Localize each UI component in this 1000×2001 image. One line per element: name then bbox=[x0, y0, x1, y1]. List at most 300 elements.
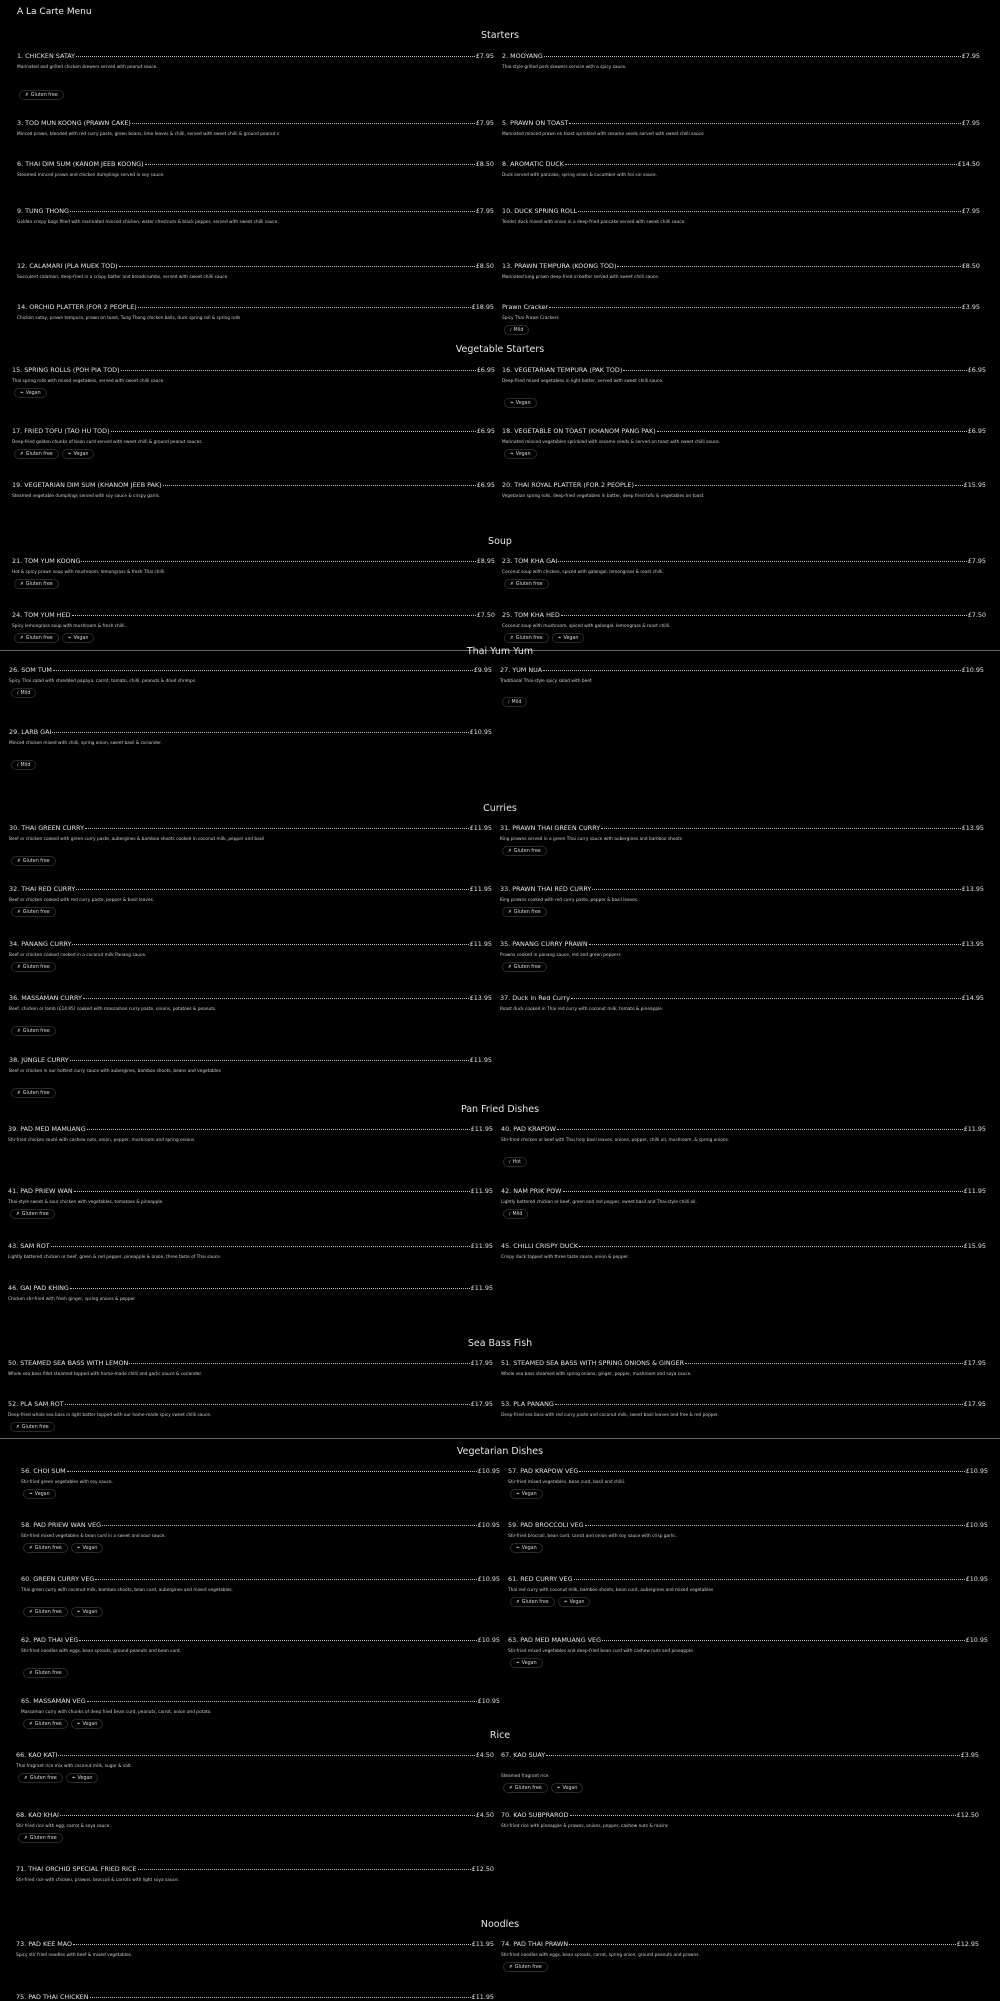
badge-label: Vegan bbox=[34, 1491, 50, 1497]
menu-item[interactable] bbox=[500, 940, 984, 972]
dot-leader bbox=[129, 1363, 469, 1364]
menu-item[interactable] bbox=[8, 1400, 493, 1432]
item-description: Beef or chicken cooked cooked in a coconut milk Panang sauce. bbox=[9, 953, 147, 958]
item-name: 31. PRAWN THAI GREEN CURRY bbox=[500, 824, 601, 832]
item-price: £10.95 bbox=[477, 1636, 500, 1644]
item-description: Lightly battered chicken or beef, green and red pepper, sweet basil and Thai-style chilli oil. bbox=[501, 1200, 697, 1205]
item-name: 19. VEGETARIAN DIM SUM (KHANOM JEEB PAK) bbox=[12, 481, 162, 489]
badge-label: Gluten free bbox=[21, 1211, 49, 1217]
dietary-badges bbox=[11, 1026, 56, 1036]
dot-leader bbox=[58, 1755, 474, 1756]
badge-label: Mild bbox=[20, 690, 31, 696]
leaf-icon: ❧ bbox=[516, 1545, 520, 1551]
item-description: Hot & spicy prawn soup with mushroom, lemongrass & fresh Thai chilli. bbox=[12, 570, 166, 575]
wheat-off-icon: ✗ bbox=[509, 1785, 513, 1791]
dot-leader bbox=[163, 485, 476, 486]
menu-item[interactable] bbox=[17, 207, 494, 225]
item-price: £11.95 bbox=[471, 1940, 494, 1948]
menu-item[interactable] bbox=[502, 557, 986, 589]
item-description: Stir-fried mixed vegetables and deep-fried bean curd with cashew nuts and pineapple. bbox=[508, 1649, 695, 1654]
item-name: 20. THAI ROYAL PLATTER (FOR 2 PEOPLE) bbox=[502, 481, 634, 489]
wheat-off-icon: ✗ bbox=[17, 858, 21, 864]
menu-item[interactable] bbox=[9, 666, 492, 698]
leaf-icon: ❧ bbox=[510, 451, 514, 457]
item-name: 25. TOM KHA HED bbox=[502, 611, 560, 619]
item-description: Whole sea bass fillet steamed topped with home-made chilli and garlic sauce & coriander. bbox=[8, 1372, 203, 1377]
item-price: £12.50 bbox=[471, 1865, 494, 1873]
menu-item[interactable] bbox=[501, 1125, 986, 1165]
leaf-icon: ❧ bbox=[29, 1491, 33, 1497]
dot-leader bbox=[73, 1944, 471, 1945]
menu-item[interactable] bbox=[500, 824, 984, 856]
item-description: Beef or chicken in our hottest curry sauce with aubergines, bamboo shoots, beans and vegetables bbox=[9, 1069, 221, 1074]
item-description: Deep-fried golden chunks of bean curd served with sweet chilli & ground peanut sauces. bbox=[12, 440, 203, 445]
item-description: Marinated and grilled chicken skewers served with peanut sauce. bbox=[17, 65, 158, 70]
item-name: 43. SAM ROT bbox=[8, 1242, 50, 1250]
item-description: Stir-fried broccoli, bean curd, carrot and onion with soy sauce with crisp garlic. bbox=[508, 1534, 678, 1539]
menu-item[interactable] bbox=[8, 1359, 493, 1377]
menu-item[interactable] bbox=[17, 119, 494, 137]
badge-label: Vegan bbox=[563, 635, 579, 641]
badge-label: Vegan bbox=[521, 1660, 537, 1666]
item-price: £10.95 bbox=[477, 1467, 500, 1475]
item-description: Crispy duck topped with three taste sauce, onion & pepper. bbox=[501, 1255, 629, 1260]
dot-leader bbox=[544, 56, 961, 57]
badge-gluten-free bbox=[18, 1833, 63, 1843]
badge-gluten-free bbox=[23, 1719, 68, 1729]
item-description: Steamed vegetable dumplings served with soy sauce & crispy garlic. bbox=[12, 494, 161, 499]
item-description: Chicken stir-fried with fresh ginger, spring onions & pepper bbox=[8, 1297, 136, 1302]
item-description: Beef, chicken or lamb (£14.95) cooked with massaman curry paste, onions, potatoes & peanuts. bbox=[9, 1007, 217, 1012]
menu-item[interactable] bbox=[12, 481, 495, 499]
menu-item[interactable] bbox=[17, 303, 494, 321]
dot-leader bbox=[574, 1579, 965, 1580]
item-price: £10.95 bbox=[965, 1521, 988, 1529]
dietary-badges bbox=[510, 1597, 988, 1607]
badge-gluten-free bbox=[18, 1773, 63, 1783]
item-name: 29. LARB GAI bbox=[9, 728, 52, 736]
badge-label: Gluten free bbox=[25, 451, 53, 457]
badge-label: Gluten free bbox=[513, 964, 541, 970]
badge-vegan bbox=[504, 398, 537, 408]
menu-item[interactable] bbox=[12, 366, 495, 398]
item-name: 32. THAI RED CURRY bbox=[9, 885, 76, 893]
badge-label: Gluten free bbox=[513, 909, 541, 915]
menu-item[interactable] bbox=[500, 885, 984, 917]
item-price: £8.50 bbox=[961, 262, 980, 270]
dietary-badges bbox=[14, 579, 495, 589]
dot-leader bbox=[569, 123, 960, 124]
dietary-badges bbox=[503, 1783, 979, 1793]
wheat-off-icon: ✗ bbox=[24, 1775, 28, 1781]
menu-item[interactable] bbox=[17, 262, 494, 280]
menu-item[interactable] bbox=[508, 1636, 988, 1668]
badge-label: Mild bbox=[511, 699, 522, 705]
dot-leader bbox=[685, 1363, 963, 1364]
section-title: Pan Fried Dishes bbox=[460, 1104, 540, 1115]
chili-icon: ∕ bbox=[17, 762, 19, 768]
menu-item[interactable] bbox=[508, 1467, 988, 1499]
wheat-off-icon: ✗ bbox=[508, 964, 512, 970]
badge-label: Gluten free bbox=[34, 1670, 62, 1676]
badge-hot bbox=[503, 1157, 527, 1167]
menu-item[interactable] bbox=[9, 728, 492, 768]
dot-leader bbox=[70, 1288, 470, 1289]
dot-leader bbox=[138, 1869, 471, 1870]
badge-label: Gluten free bbox=[21, 1424, 49, 1430]
chili-icon: ∕ bbox=[509, 1211, 511, 1217]
badge-vegan bbox=[510, 1543, 543, 1553]
dot-leader bbox=[53, 670, 473, 671]
dietary-badges bbox=[14, 388, 495, 398]
menu-item[interactable] bbox=[21, 1636, 500, 1676]
badge-label: Vegan bbox=[73, 451, 89, 457]
menu-item[interactable] bbox=[8, 1125, 493, 1143]
page-title: A La Carte Menu bbox=[17, 7, 92, 17]
menu-item[interactable] bbox=[16, 1940, 494, 1958]
wheat-off-icon: ✗ bbox=[20, 581, 24, 587]
badge-mild bbox=[11, 688, 36, 698]
dietary-badges bbox=[503, 1962, 979, 1972]
menu-item[interactable] bbox=[12, 427, 495, 459]
badge-gluten-free bbox=[11, 1026, 56, 1036]
item-description: Traditional Thai-style spicy salad with beef. bbox=[500, 679, 593, 684]
menu-item[interactable] bbox=[8, 1187, 493, 1219]
item-description: Minced chicken mixed with chilli, spring onion, sweet basil & coriander. bbox=[9, 741, 162, 746]
menu-item[interactable] bbox=[21, 1697, 500, 1729]
item-price: £4.50 bbox=[475, 1751, 494, 1759]
item-price: £17.95 bbox=[470, 1359, 493, 1367]
item-name: 18. VEGETABLE ON TOAST (KHANOM PANG PAK) bbox=[502, 427, 656, 435]
item-price: £12.95 bbox=[956, 1940, 979, 1948]
item-name: 57. PAD KRAPOW VEG bbox=[508, 1467, 579, 1475]
item-name: 68. KAO KHAI bbox=[16, 1811, 59, 1819]
item-description: Succulent calamari, deep-fried in a crispy batter and breadcrumbs, served with sweet chilli sauce. bbox=[17, 275, 229, 280]
menu-item[interactable] bbox=[501, 1359, 986, 1377]
item-price: £14.95 bbox=[961, 994, 984, 1002]
dot-leader bbox=[579, 1471, 964, 1472]
dot-leader bbox=[555, 1404, 963, 1405]
item-name: 63. PAD MED MAMUANG VEG bbox=[508, 1636, 602, 1644]
badge-gluten-free bbox=[10, 1422, 55, 1432]
dietary-badges bbox=[18, 1833, 494, 1843]
badge-label: Vegan bbox=[82, 1545, 98, 1551]
menu-item[interactable] bbox=[21, 1467, 500, 1499]
dot-leader bbox=[102, 1525, 477, 1526]
item-price: £7.95 bbox=[475, 52, 494, 60]
dot-leader bbox=[571, 998, 961, 999]
item-name: 23. TOM KHA GAI bbox=[502, 557, 558, 565]
dot-leader bbox=[79, 1640, 476, 1641]
item-name: 74. PAD THAI PRAWN bbox=[501, 1940, 569, 1948]
item-name: 36. MASSAMAN CURRY bbox=[9, 994, 82, 1002]
item-description: Stir-fried chicken sauté with cashew nuts, onion, pepper, mushroom and spring onions. bbox=[8, 1138, 196, 1143]
item-description: Massaman curry with chunks of deep fried bean curd, peanuts, carrot, onion and potato. bbox=[21, 1710, 212, 1715]
item-price: £10.95 bbox=[477, 1521, 500, 1529]
badge-label: Gluten free bbox=[30, 92, 58, 98]
item-description: King prawns cooked with red curry paste, pepper & basil leaves. bbox=[500, 898, 639, 903]
item-name: 39. PAD MED MAMUANG bbox=[8, 1125, 86, 1133]
section-title: Starters bbox=[481, 30, 519, 41]
badge-gluten-free bbox=[11, 907, 56, 917]
dot-leader bbox=[585, 1525, 965, 1526]
item-name: 8. AROMATIC DUCK bbox=[502, 160, 564, 168]
wheat-off-icon: ✗ bbox=[24, 1835, 28, 1841]
item-price: £11.95 bbox=[470, 1284, 493, 1292]
menu-item[interactable] bbox=[17, 160, 494, 178]
item-price: £8.50 bbox=[475, 160, 494, 168]
menu-item[interactable] bbox=[502, 52, 980, 70]
item-price: £8.50 bbox=[475, 262, 494, 270]
item-price: £12.50 bbox=[956, 1811, 979, 1819]
item-name: 35. PANANG CURRY PRAWN bbox=[500, 940, 588, 948]
item-price: £3.95 bbox=[961, 303, 980, 311]
menu-item[interactable] bbox=[502, 481, 986, 499]
badge-vegan bbox=[552, 633, 585, 643]
dietary-badges bbox=[14, 449, 495, 459]
leaf-icon: ❧ bbox=[510, 400, 514, 406]
item-price: £11.95 bbox=[470, 1125, 493, 1133]
dot-leader bbox=[87, 1701, 477, 1702]
dot-leader bbox=[72, 944, 468, 945]
item-description: Stir-fried noodles with eggs, bean sprouts, carrot, spring onion, ground peanuts and prawns. bbox=[501, 1953, 700, 1958]
dietary-badges bbox=[14, 633, 495, 643]
item-name: 26. SOM TUM bbox=[9, 666, 52, 674]
badge-gluten-free bbox=[11, 856, 56, 866]
item-name: 9. TUNG THONG bbox=[17, 207, 69, 215]
dietary-badges bbox=[502, 962, 984, 972]
menu-item[interactable] bbox=[8, 1284, 493, 1302]
badge-vegan bbox=[71, 1719, 104, 1729]
item-price: £10.95 bbox=[469, 728, 492, 736]
dot-leader bbox=[578, 211, 961, 212]
leaf-icon: ❧ bbox=[76, 1721, 81, 1727]
badge-label: Vegan bbox=[569, 1599, 585, 1605]
badge-vegan bbox=[510, 1489, 543, 1499]
item-name: 16. VEGETARIAN TEMPURA (PAK TOD) bbox=[502, 366, 623, 374]
dietary-badges bbox=[23, 1719, 500, 1729]
item-price: £11.95 bbox=[963, 1187, 986, 1195]
dietary-badges bbox=[503, 1157, 527, 1167]
menu-item[interactable] bbox=[502, 207, 980, 225]
item-description: Golden crispy bags filled with marinated minced chicken, water chestnuts & black pepper, served with sweet chilli sauce. bbox=[17, 220, 279, 225]
badge-gluten-free bbox=[11, 962, 56, 972]
menu-item[interactable] bbox=[16, 1865, 494, 1883]
badge-label: Vegan bbox=[515, 451, 531, 457]
menu-item[interactable] bbox=[501, 1400, 986, 1418]
badge-gluten-free bbox=[23, 1607, 68, 1617]
menu-item[interactable] bbox=[502, 119, 980, 137]
item-name: 46. GAI PAD KHING bbox=[8, 1284, 69, 1292]
dot-leader bbox=[145, 164, 475, 165]
item-description: Spicy stir fried noodles with beef & mixed vegetables. bbox=[16, 1953, 133, 1958]
wheat-off-icon: ✗ bbox=[20, 635, 24, 641]
leaf-icon: ❧ bbox=[76, 1545, 81, 1551]
item-price: £4.50 bbox=[475, 1811, 494, 1819]
badge-vegan bbox=[510, 1658, 543, 1668]
badge-gluten-free bbox=[504, 579, 549, 589]
dot-leader bbox=[51, 1246, 470, 1247]
item-name: 6. THAI DIM SUM (KANOM JEEB KOONG) bbox=[17, 160, 144, 168]
item-price: £6.95 bbox=[476, 366, 495, 374]
item-price: £15.95 bbox=[963, 481, 986, 489]
badge-gluten-free bbox=[11, 1088, 56, 1098]
menu-item[interactable] bbox=[501, 1242, 986, 1260]
item-price: £3.95 bbox=[960, 1751, 979, 1759]
chili-icon: ∕ bbox=[509, 1159, 511, 1165]
item-name: 38. JUNGLE CURRY bbox=[9, 1056, 69, 1064]
dot-leader bbox=[589, 944, 961, 945]
badge-vegan bbox=[504, 449, 537, 459]
item-price: £18.95 bbox=[471, 303, 494, 311]
dietary-badges bbox=[10, 1422, 493, 1432]
item-description: Beef or chicken cooked with green curry paste, aubergines & bamboo shoots cooked in coconut milk, pepper and basil bbox=[9, 837, 265, 842]
dietary-badges bbox=[504, 325, 980, 335]
item-price: £10.95 bbox=[477, 1575, 500, 1583]
badge-label: Vegan bbox=[73, 635, 89, 641]
section-title: Thai Yum Yum bbox=[466, 646, 534, 657]
item-price: £6.95 bbox=[967, 366, 986, 374]
item-name: 66. KAO KATI bbox=[16, 1751, 58, 1759]
menu-item[interactable] bbox=[9, 824, 492, 864]
badge-mild bbox=[11, 760, 36, 770]
item-description: Stir-fried rice with pineapple & prawns, onions, pepper, cashew nuts & raisins bbox=[501, 1824, 669, 1829]
badge-label: Vegan bbox=[77, 1775, 93, 1781]
item-name: 73. PAD KEE MAO bbox=[16, 1940, 73, 1948]
badge-label: Mild bbox=[512, 1211, 523, 1217]
item-description: Stir-fried mixed vegetables & bean curd in a sweet and sour sauce. bbox=[21, 1534, 166, 1539]
badge-vegan bbox=[62, 449, 95, 459]
menu-item[interactable] bbox=[17, 52, 494, 98]
menu-item[interactable] bbox=[502, 611, 986, 643]
menu-item[interactable] bbox=[508, 1575, 988, 1607]
item-description: Tender duck mixed with onion in a deep-fried pancake served with sweet chilli sauce. bbox=[502, 220, 686, 225]
badge-label: Gluten free bbox=[29, 1775, 57, 1781]
item-description: Duck served with pancake, spring onion & cucumber with hoi sin sauce. bbox=[502, 173, 657, 178]
item-description: Stir-fried mixed vegetables, bean curd, basil and chilli. bbox=[508, 1480, 626, 1485]
badge-label: Mild bbox=[20, 762, 31, 768]
menu-item[interactable] bbox=[9, 940, 492, 972]
menu-item[interactable] bbox=[9, 1056, 492, 1096]
menu-item[interactable] bbox=[12, 557, 495, 589]
badge-mild bbox=[504, 325, 529, 335]
menu-item[interactable] bbox=[502, 427, 986, 459]
item-price: £14.50 bbox=[957, 160, 980, 168]
badge-gluten-free bbox=[23, 1668, 68, 1678]
wheat-off-icon: ✗ bbox=[510, 581, 514, 587]
menu-item[interactable] bbox=[12, 611, 495, 643]
menu-item[interactable] bbox=[501, 1811, 979, 1829]
badge-mild bbox=[503, 1209, 528, 1219]
dietary-badges bbox=[11, 856, 56, 866]
item-description: Coconut soup with chicken, spiced with galangal, lemongrass & roast chilli. bbox=[502, 570, 664, 575]
item-price: £11.95 bbox=[470, 1187, 493, 1195]
dot-leader bbox=[74, 1191, 470, 1192]
item-description: Beef or chicken cooked with red curry paste, pepper & basil leaves. bbox=[9, 898, 155, 903]
item-name: 42. NAM PRIK POW bbox=[501, 1187, 562, 1195]
item-name: 30. THAI GREEN CURRY bbox=[9, 824, 84, 832]
section-title: Sea Bass Fish bbox=[467, 1338, 533, 1349]
item-name: 53. PLA PANANG bbox=[501, 1400, 554, 1408]
dietary-badges bbox=[504, 633, 986, 643]
wheat-off-icon: ✗ bbox=[516, 1599, 520, 1605]
item-name: 65. MASSAMAN VEG bbox=[21, 1697, 86, 1705]
menu-item[interactable] bbox=[9, 885, 492, 917]
item-price: £7.95 bbox=[961, 207, 980, 215]
menu-item[interactable] bbox=[16, 1751, 494, 1783]
item-name: 71. THAI ORCHID SPECIAL FRIED RICE bbox=[16, 1865, 137, 1873]
menu-item[interactable] bbox=[500, 666, 984, 705]
badge-label: Gluten free bbox=[22, 858, 50, 864]
menu-item[interactable] bbox=[502, 303, 980, 335]
chili-icon: ∕ bbox=[510, 327, 512, 333]
item-price: £13.95 bbox=[961, 824, 984, 832]
item-description: Spicy lemongrass soup with mushroom & fresh chilli. bbox=[12, 624, 126, 629]
item-description: Lightly battered chicken or beef, green & red pepper, pineapple & onion, three taste of Thai sauce. bbox=[8, 1255, 222, 1260]
badge-label: Gluten free bbox=[22, 1028, 50, 1034]
menu-item[interactable] bbox=[508, 1521, 988, 1553]
item-description: Thai fragrant rice mix with coconut milk, sugar & salt. bbox=[16, 1764, 133, 1769]
dietary-badges bbox=[18, 1773, 494, 1783]
item-name: 59. PAD BROCCOLI VEG bbox=[508, 1521, 584, 1529]
badge-label: Hot bbox=[512, 1159, 521, 1165]
item-name: 70. KAO SUBPRAROD bbox=[501, 1811, 569, 1819]
badge-vegan bbox=[62, 633, 95, 643]
menu-item[interactable] bbox=[502, 366, 986, 406]
badge-gluten-free bbox=[504, 633, 549, 643]
badge-label: Mild bbox=[513, 327, 524, 333]
item-name: 50. STEAMED SEA BASS WITH LEMON bbox=[8, 1359, 129, 1367]
menu-item[interactable] bbox=[501, 1751, 979, 1793]
menu-item[interactable] bbox=[500, 994, 984, 1012]
item-price: £10.95 bbox=[965, 1467, 988, 1475]
dot-leader bbox=[85, 828, 469, 829]
dot-leader bbox=[623, 370, 966, 371]
menu-item[interactable] bbox=[8, 1242, 493, 1260]
menu-item[interactable] bbox=[9, 994, 492, 1034]
item-description: Stir-fried green vegetables with soy sauce. bbox=[21, 1480, 113, 1485]
menu-item[interactable] bbox=[502, 262, 980, 280]
badge-gluten-free bbox=[14, 449, 59, 459]
section-title: Soup bbox=[488, 536, 512, 547]
menu-item[interactable] bbox=[21, 1521, 500, 1553]
wheat-off-icon: ✗ bbox=[29, 1721, 33, 1727]
item-price: £10.95 bbox=[961, 666, 984, 674]
menu-item[interactable] bbox=[21, 1575, 500, 1615]
dietary-badges bbox=[504, 398, 537, 408]
item-name: 52. PLA SAM ROT bbox=[8, 1400, 64, 1408]
item-price: £6.95 bbox=[476, 427, 495, 435]
menu-item[interactable] bbox=[501, 1940, 979, 1972]
dot-leader bbox=[121, 370, 476, 371]
item-name: 5. PRAWN ON TOAST bbox=[502, 119, 569, 127]
item-price: £13.95 bbox=[961, 940, 984, 948]
item-price: £7.95 bbox=[475, 119, 494, 127]
item-name: 2. MOOYANG bbox=[502, 52, 543, 60]
item-price: £11.95 bbox=[471, 1993, 494, 2001]
dot-leader bbox=[67, 1471, 477, 1472]
item-price: £11.95 bbox=[469, 1056, 492, 1064]
menu-item[interactable] bbox=[16, 1811, 494, 1843]
item-price: £8.95 bbox=[476, 557, 495, 565]
item-description: Steamed minced prawn and chicken dumplings served in soy sauce. bbox=[17, 173, 165, 178]
badge-vegan bbox=[71, 1607, 104, 1617]
dot-leader bbox=[561, 615, 967, 616]
wheat-off-icon: ✗ bbox=[29, 1545, 33, 1551]
menu-item[interactable] bbox=[502, 160, 980, 178]
item-name: 34. PANANG CURRY bbox=[9, 940, 72, 948]
menu-item[interactable] bbox=[501, 1187, 986, 1219]
